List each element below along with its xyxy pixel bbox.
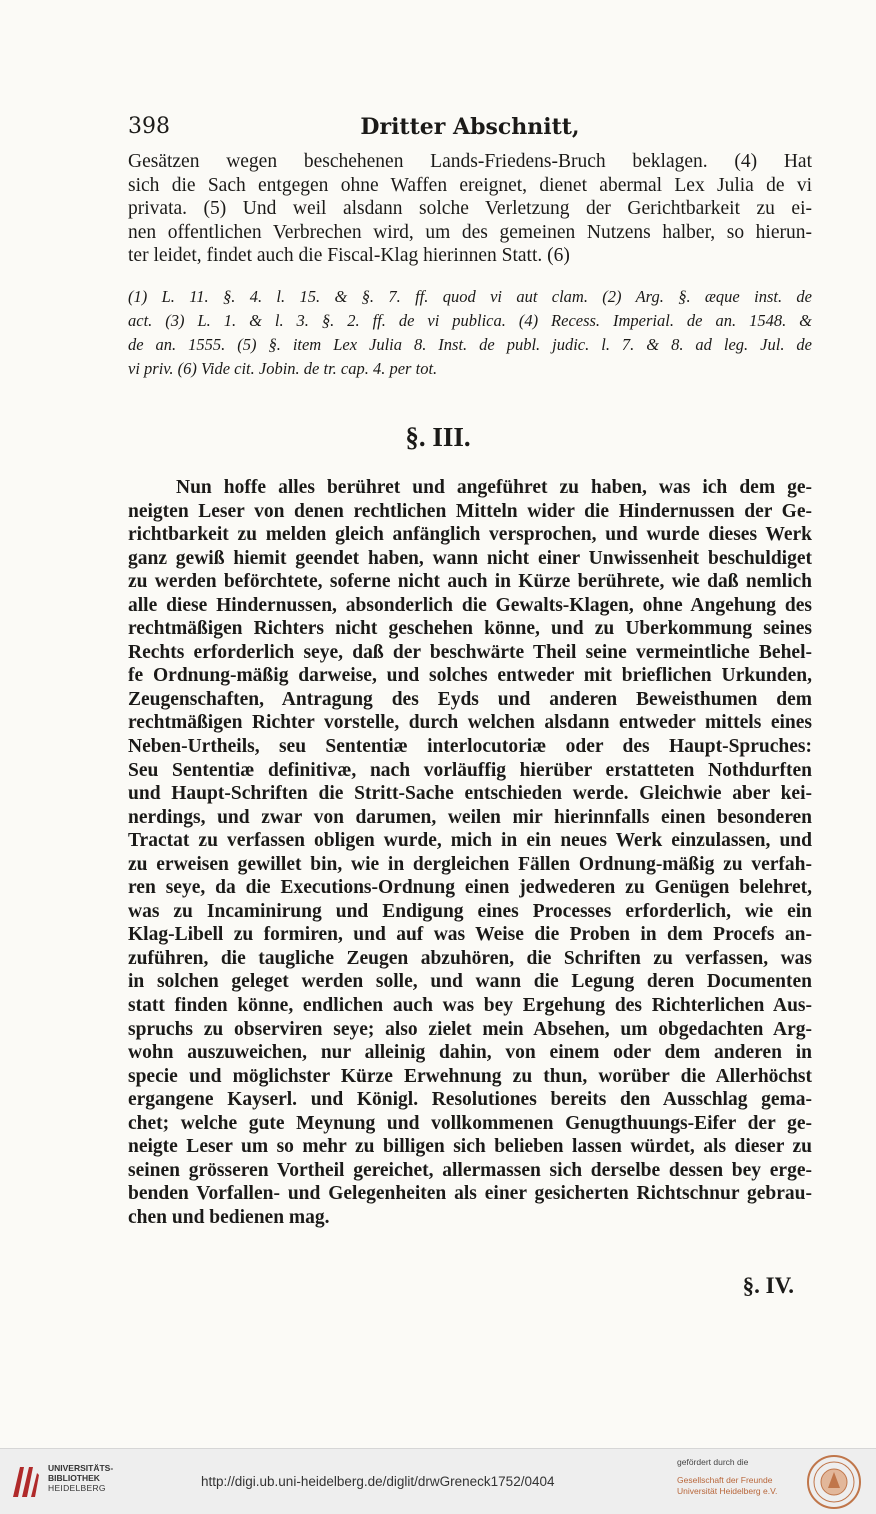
text-line: und Haupt-Schriften die Stritt-Sache entschieden werde. Gleichwie aber kei- [128,783,812,805]
catchword: §. IV. [742,1273,794,1298]
intro-paragraph [128,150,812,268]
text-line: specie und möglichster Kürze Erwehnung zu thun, worüber die Allerhöchst [128,1065,812,1087]
sponsor-credit: gefördert durch die Gesellschaft der Freunde Universität Heidelberg e.V. [677,1457,778,1496]
text-line: Rechts erforderlich seye, daß der beschwärte Theil seine vermeintliche Behel- [128,641,812,663]
text-line: chet; welche gute Meynung und vollkommenen Genugthuungs-Eifer der ge- [128,1112,812,1134]
source-url-link[interactable]: http://digi.ub.uni-heidelberg.de/diglit/drwGreneck1752/0404 [201,1474,555,1489]
text-line: spruchs zu observiren seye; also zielet mein Absehen, um obgedachten Arg- [128,1018,812,1040]
text-line: ergangene Kayserl. und Königl. Resolutiones bereits den Ausschlag gema- [128,1089,812,1111]
text-line: richtbarkeit zu melden gleich anfänglich versprochen, und wurde dieses Werk [128,524,812,546]
text-line: Klag-Libell zu formiren, und auf was Weise die Proben in dem Procefs an- [128,924,812,946]
text-line: ren seye, da die Executions-Ordnung einen jedwederen zu Genügen belehret, [128,877,812,899]
text-line: sich die Sach entgegen ohne Waffen ereignet, dienet abermal Lex Julia de vi [128,174,812,196]
page-header [128,112,812,144]
text-line: neigten Leser von denen rechtlichen Mitteln wider die Hindernussen der Ge- [128,500,812,522]
text-line: Seu Sententiæ definitivæ, nach vorläuffig hierüber erstatteten Nothdurften [128,759,812,781]
text-line: Tractat zu verfassen obligen wurde, mich in ein neues Werk einzulassen, und [128,830,812,852]
text-line: wohn auszuweichen, nur alleinig dahin, von einem oder dem anderen in [128,1042,812,1064]
text-line: fe Ordnung-mäßig darweise, und solches entweder mit brieflichen Urkunden, [128,665,812,687]
library-name: UNIVERSITÄTS- BIBLIOTHEK HEIDELBERG [48,1463,114,1493]
text-line: nerdings, und zwar von darumen, weilen mir hierinnfalls einen besonderen [128,806,812,828]
text-line: seinen grösseren Vortheil gereichet, allermassen sich derselbe dessen bey erge- [128,1159,812,1181]
main-paragraph [128,476,812,1230]
text-line: benden Vorfallen- und Gelegenheiten als einer gesicherten Richtschnur gebrau- [128,1183,812,1205]
text-line: Neben-Urtheils, seu Sententiæ interlocutoriæ oder des Haupt-Spruches: [128,736,812,758]
page-number: 398 [128,114,170,139]
text-line: ter leidet, findet auch die Fiscal-Klag hierinnen Statt. (6) [128,245,570,267]
text-line: zu werden beförchtete, soferne nicht auch in Kürze berührete, wie daß nemlich [128,571,812,593]
text-line: chen und bedienen mag. [128,1206,330,1228]
text-line: alle diese Hindernussen, absonderlich die Gewalts-Klagen, ohne Angehung des [128,594,812,616]
text-line: rechtmäßigen Richter vorstelle, durch welchen alsdann entweder mittels eines [128,712,812,734]
text-line: in solchen geleget werden solle, und wann die Legung deren Documenten [128,971,812,993]
text-line: ganz gewiß hiemit geendet haben, wann nicht einer Unwissenheit beschuldiget [128,547,812,569]
university-seal-icon [806,1454,862,1510]
footnote-line: (1) L. 11. §. 4. l. 15. & §. 7. ff. quod vi aut clam. (2) Arg. §. æque inst. de [128,287,812,306]
text-line: nen offentlichen Verbrechen wird, um des gemeinen Nutzens halber, so hierun- [128,221,812,243]
footnote-line: act. (3) L. 1. & l. 3. §. 2. ff. de vi publica. (4) Recess. Imperial. de an. 1548. & [128,311,812,330]
footnote-line: de an. 1555. (5) §. item Lex Julia 8. Inst. de publ. judic. l. 7. & 8. ad leg. Jul. de [128,335,812,354]
text-line: zuführen, die taugliche Zeugen abzuhören, die Schriften zu verfassen, was [128,947,812,969]
footnote-line: vi priv. (6) Vide cit. Jobin. de tr. cap. 4. per tot. [128,359,438,378]
text-line: neigte Leser um so mehr zu billigen sich belieben lassen würdet, als dieser zu [128,1136,812,1158]
text-line: rechtmäßigen Richters nicht geschehen könne, und zu Uberkommung seines [128,618,812,640]
text-line: Gesätzen wegen beschehenen Lands-Friedens-Bruch beklagen. (4) Hat [128,151,812,172]
footnotes [128,285,812,381]
text-line: Zeugenschaften, Antragung des Eyds und anderen Beweisthumen dem [128,688,812,710]
text-line: Nun hoffe alles berühret und angeführet zu haben, was ich dem ge- [176,477,812,498]
section-heading: §. III. [405,422,471,452]
viewer-footer [0,1448,876,1514]
text-line: zu erweisen gewillet bin, wie in dergleichen Fällen Ordnung-mäßig zu verfah- [128,853,812,875]
text-line: was zu Incaminirung und Endigung eines Processes erforderlich, wie ein [128,900,812,922]
text-line: privata. (5) Und weil alsdann solche Verletzung der Gerichtbarkeit zu ei- [128,198,812,220]
text-line: statt finden könne, endlichen auch was bey Ergehung des Richterlichen Aus- [128,995,812,1017]
running-title: Dritter Abschnitt, [360,114,580,140]
university-library-logo-icon [10,1461,40,1501]
